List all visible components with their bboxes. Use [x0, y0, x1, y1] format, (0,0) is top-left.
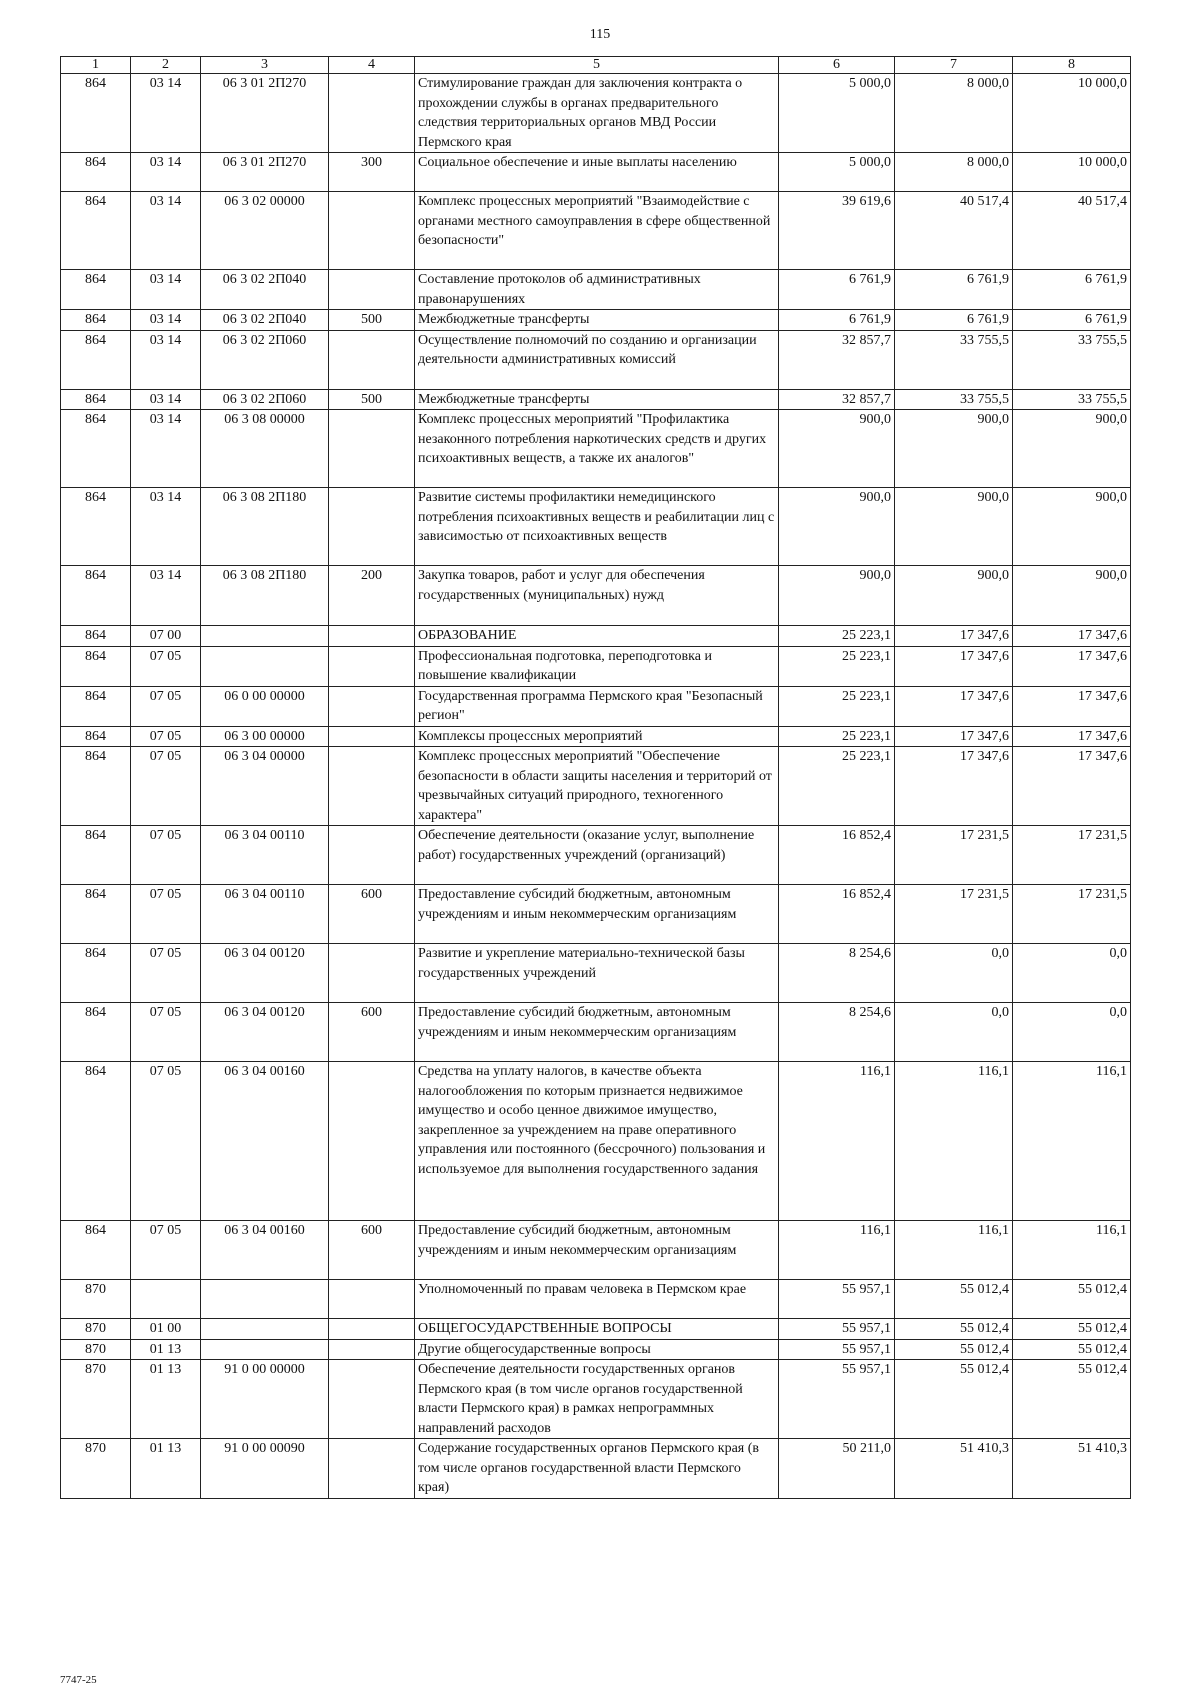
cell-amount-year1: 25 223,1	[779, 726, 895, 747]
cell-amount-year2: 55 012,4	[895, 1280, 1013, 1319]
cell-amount-year2: 55 012,4	[895, 1339, 1013, 1360]
cell-target-article	[201, 1319, 329, 1340]
cell-amount-year2: 6 761,9	[895, 310, 1013, 331]
cell-amount-year1: 55 957,1	[779, 1280, 895, 1319]
cell-expense-type	[329, 747, 415, 826]
cell-section-code: 07 05	[131, 826, 201, 885]
cell-ministry-code: 870	[61, 1280, 131, 1319]
column-number-row	[61, 57, 1131, 74]
cell-amount-year3: 51 410,3	[1013, 1439, 1131, 1499]
cell-amount-year3: 17 231,5	[1013, 885, 1131, 944]
cell-ministry-code: 864	[61, 686, 131, 726]
cell-ministry-code: 864	[61, 646, 131, 686]
table-row	[61, 1339, 1131, 1360]
cell-amount-year3: 55 012,4	[1013, 1280, 1131, 1319]
cell-description: Обеспечение деятельности (оказание услуг, выполнение работ) государственных учреждений (организаций)	[415, 826, 779, 885]
cell-amount-year3: 900,0	[1013, 488, 1131, 566]
cell-description: Развитие и укрепление материально-технической базы государственных учреждений	[415, 944, 779, 1003]
cell-ministry-code: 864	[61, 389, 131, 410]
cell-amount-year1: 55 957,1	[779, 1360, 895, 1439]
cell-amount-year1: 25 223,1	[779, 646, 895, 686]
table-row	[61, 153, 1131, 192]
cell-target-article: 06 3 04 00120	[201, 944, 329, 1003]
cell-ministry-code: 864	[61, 1003, 131, 1062]
cell-description: Межбюджетные трансферты	[415, 389, 779, 410]
cell-description: Комплекс процессных мероприятий "Обеспечение безопасности в области защиты населения и территорий от чрезвычайных ситуаций природного, техногенного характера"	[415, 747, 779, 826]
cell-amount-year2: 40 517,4	[895, 192, 1013, 270]
cell-section-code: 07 05	[131, 686, 201, 726]
cell-expense-type	[329, 1339, 415, 1360]
cell-amount-year1: 25 223,1	[779, 747, 895, 826]
table-row	[61, 885, 1131, 944]
cell-description: Комплекс процессных мероприятий "Взаимодействие с органами местного самоуправления в сфере общественной безопасности"	[415, 192, 779, 270]
table-row	[61, 192, 1131, 270]
cell-section-code: 07 00	[131, 626, 201, 647]
cell-amount-year1: 55 957,1	[779, 1339, 895, 1360]
cell-section-code: 07 05	[131, 726, 201, 747]
cell-expense-type: 200	[329, 566, 415, 626]
cell-expense-type	[329, 410, 415, 488]
cell-expense-type	[329, 74, 415, 153]
table-body	[61, 74, 1131, 1499]
cell-ministry-code: 864	[61, 270, 131, 310]
cell-amount-year2: 900,0	[895, 410, 1013, 488]
cell-amount-year1: 6 761,9	[779, 270, 895, 310]
cell-target-article: 06 3 02 2П040	[201, 310, 329, 331]
cell-section-code: 01 13	[131, 1360, 201, 1439]
cell-amount-year1: 116,1	[779, 1062, 895, 1221]
cell-target-article: 91 0 00 00000	[201, 1360, 329, 1439]
cell-section-code: 03 14	[131, 330, 201, 389]
cell-amount-year2: 116,1	[895, 1221, 1013, 1280]
cell-amount-year1: 900,0	[779, 488, 895, 566]
cell-target-article: 06 3 02 00000	[201, 192, 329, 270]
cell-amount-year2: 51 410,3	[895, 1439, 1013, 1499]
cell-amount-year1: 16 852,4	[779, 826, 895, 885]
cell-amount-year2: 55 012,4	[895, 1319, 1013, 1340]
cell-amount-year1: 5 000,0	[779, 153, 895, 192]
cell-amount-year1: 5 000,0	[779, 74, 895, 153]
cell-target-article: 06 3 04 00110	[201, 885, 329, 944]
cell-section-code: 07 05	[131, 1003, 201, 1062]
cell-description: Межбюджетные трансферты	[415, 310, 779, 331]
cell-section-code: 01 13	[131, 1339, 201, 1360]
cell-target-article: 06 3 04 00160	[201, 1062, 329, 1221]
cell-amount-year1: 900,0	[779, 410, 895, 488]
table-row	[61, 330, 1131, 389]
cell-section-code: 07 05	[131, 1221, 201, 1280]
cell-expense-type	[329, 726, 415, 747]
table-row	[61, 1280, 1131, 1319]
cell-ministry-code: 864	[61, 192, 131, 270]
cell-amount-year3: 17 231,5	[1013, 826, 1131, 885]
cell-description: Профессиональная подготовка, переподготовка и повышение квалификации	[415, 646, 779, 686]
column-number-header: 5	[415, 57, 779, 74]
cell-amount-year2: 900,0	[895, 488, 1013, 566]
cell-description: Содержание государственных органов Пермского края (в том числе органов государственной власти Пермского края)	[415, 1439, 779, 1499]
cell-target-article: 06 0 00 00000	[201, 686, 329, 726]
cell-amount-year3: 55 012,4	[1013, 1319, 1131, 1340]
cell-amount-year2: 17 347,6	[895, 626, 1013, 647]
cell-ministry-code: 864	[61, 726, 131, 747]
table-row	[61, 944, 1131, 1003]
cell-amount-year1: 32 857,7	[779, 330, 895, 389]
cell-target-article: 06 3 08 00000	[201, 410, 329, 488]
cell-amount-year1: 900,0	[779, 566, 895, 626]
column-number-header: 8	[1013, 57, 1131, 74]
cell-expense-type: 600	[329, 885, 415, 944]
table-row	[61, 726, 1131, 747]
cell-description: Комплексы процессных мероприятий	[415, 726, 779, 747]
cell-amount-year2: 55 012,4	[895, 1360, 1013, 1439]
cell-amount-year3: 33 755,5	[1013, 330, 1131, 389]
document-code: 7747-25	[60, 1674, 97, 1686]
cell-section-code: 03 14	[131, 270, 201, 310]
cell-target-article	[201, 626, 329, 647]
cell-amount-year2: 8 000,0	[895, 74, 1013, 153]
cell-amount-year3: 33 755,5	[1013, 389, 1131, 410]
table-row	[61, 1003, 1131, 1062]
table-row	[61, 1319, 1131, 1340]
cell-amount-year2: 6 761,9	[895, 270, 1013, 310]
cell-section-code: 07 05	[131, 1062, 201, 1221]
cell-ministry-code: 864	[61, 826, 131, 885]
table-row	[61, 626, 1131, 647]
cell-amount-year3: 6 761,9	[1013, 310, 1131, 331]
cell-section-code: 03 14	[131, 153, 201, 192]
cell-expense-type: 500	[329, 389, 415, 410]
cell-section-code: 03 14	[131, 410, 201, 488]
cell-ministry-code: 864	[61, 566, 131, 626]
cell-description: ОБРАЗОВАНИЕ	[415, 626, 779, 647]
cell-amount-year3: 6 761,9	[1013, 270, 1131, 310]
table-row	[61, 1221, 1131, 1280]
table-row	[61, 410, 1131, 488]
cell-ministry-code: 870	[61, 1319, 131, 1340]
cell-amount-year3: 900,0	[1013, 566, 1131, 626]
cell-target-article: 06 3 04 00160	[201, 1221, 329, 1280]
cell-amount-year1: 25 223,1	[779, 626, 895, 647]
cell-ministry-code: 864	[61, 488, 131, 566]
table-row	[61, 389, 1131, 410]
cell-target-article: 06 3 01 2П270	[201, 74, 329, 153]
cell-amount-year2: 17 347,6	[895, 726, 1013, 747]
cell-expense-type: 500	[329, 310, 415, 331]
cell-target-article	[201, 1339, 329, 1360]
cell-description: Закупка товаров, работ и услуг для обеспечения государственных (муниципальных) нужд	[415, 566, 779, 626]
cell-description: Уполномоченный по правам человека в Пермском крае	[415, 1280, 779, 1319]
cell-expense-type	[329, 646, 415, 686]
cell-amount-year2: 33 755,5	[895, 389, 1013, 410]
cell-section-code: 03 14	[131, 389, 201, 410]
cell-target-article: 91 0 00 00090	[201, 1439, 329, 1499]
cell-ministry-code: 864	[61, 74, 131, 153]
page-number: 115	[589, 27, 611, 42]
column-number-header: 6	[779, 57, 895, 74]
cell-ministry-code: 864	[61, 153, 131, 192]
cell-target-article: 06 3 02 2П040	[201, 270, 329, 310]
cell-amount-year3: 17 347,6	[1013, 646, 1131, 686]
cell-section-code: 07 05	[131, 885, 201, 944]
column-number-header: 7	[895, 57, 1013, 74]
cell-target-article: 06 3 08 2П180	[201, 488, 329, 566]
column-number-header: 3	[201, 57, 329, 74]
cell-description: Стимулирование граждан для заключения контракта о прохождении службы в органах предварительного следствия территориальных органов МВД России Пермского края	[415, 74, 779, 153]
cell-expense-type	[329, 686, 415, 726]
cell-description: Государственная программа Пермского края "Безопасный регион"	[415, 686, 779, 726]
cell-expense-type: 600	[329, 1221, 415, 1280]
cell-amount-year2: 17 231,5	[895, 885, 1013, 944]
cell-section-code: 03 14	[131, 566, 201, 626]
cell-description: Развитие системы профилактики немедицинского потребления психоактивных веществ и реабилитации лиц с зависимостью от психоактивных веществ	[415, 488, 779, 566]
cell-ministry-code: 864	[61, 944, 131, 1003]
cell-ministry-code: 870	[61, 1339, 131, 1360]
cell-amount-year1: 8 254,6	[779, 944, 895, 1003]
cell-section-code: 01 00	[131, 1319, 201, 1340]
cell-description: ОБЩЕГОСУДАРСТВЕННЫЕ ВОПРОСЫ	[415, 1319, 779, 1340]
table-row	[61, 488, 1131, 566]
cell-target-article: 06 3 01 2П270	[201, 153, 329, 192]
cell-expense-type	[329, 944, 415, 1003]
cell-ministry-code: 870	[61, 1439, 131, 1499]
cell-amount-year1: 39 619,6	[779, 192, 895, 270]
cell-amount-year3: 0,0	[1013, 1003, 1131, 1062]
table-row	[61, 646, 1131, 686]
cell-amount-year3: 17 347,6	[1013, 626, 1131, 647]
table-row	[61, 686, 1131, 726]
cell-description: Предоставление субсидий бюджетным, автономным учреждениям и иным некоммерческим организациям	[415, 1221, 779, 1280]
cell-description: Обеспечение деятельности государственных органов Пермского края (в том числе органов государственной власти Пермского края) в рамках непрограммных направлений расходов	[415, 1360, 779, 1439]
table-row	[61, 74, 1131, 153]
cell-section-code: 07 05	[131, 944, 201, 1003]
cell-ministry-code: 864	[61, 747, 131, 826]
cell-target-article: 06 3 08 2П180	[201, 566, 329, 626]
cell-ministry-code: 864	[61, 1221, 131, 1280]
cell-section-code	[131, 1280, 201, 1319]
cell-expense-type	[329, 270, 415, 310]
cell-target-article: 06 3 00 00000	[201, 726, 329, 747]
cell-section-code: 07 05	[131, 646, 201, 686]
table-row	[61, 747, 1131, 826]
cell-target-article: 06 3 04 00120	[201, 1003, 329, 1062]
cell-amount-year2: 17 347,6	[895, 646, 1013, 686]
cell-ministry-code: 864	[61, 330, 131, 389]
cell-target-article	[201, 1280, 329, 1319]
cell-section-code: 03 14	[131, 310, 201, 331]
column-number-header: 4	[329, 57, 415, 74]
cell-amount-year3: 0,0	[1013, 944, 1131, 1003]
cell-expense-type	[329, 1280, 415, 1319]
cell-amount-year1: 32 857,7	[779, 389, 895, 410]
cell-ministry-code: 864	[61, 310, 131, 331]
cell-amount-year3: 10 000,0	[1013, 74, 1131, 153]
cell-description: Другие общегосударственные вопросы	[415, 1339, 779, 1360]
cell-ministry-code: 864	[61, 885, 131, 944]
table-row	[61, 1439, 1131, 1499]
cell-amount-year1: 50 211,0	[779, 1439, 895, 1499]
cell-amount-year1: 25 223,1	[779, 686, 895, 726]
cell-section-code: 07 05	[131, 747, 201, 826]
table-row	[61, 270, 1131, 310]
cell-amount-year2: 116,1	[895, 1062, 1013, 1221]
cell-amount-year1: 55 957,1	[779, 1319, 895, 1340]
cell-expense-type	[329, 1062, 415, 1221]
cell-amount-year1: 116,1	[779, 1221, 895, 1280]
table-row	[61, 566, 1131, 626]
cell-description: Осуществление полномочий по созданию и организации деятельности административных комиссий	[415, 330, 779, 389]
cell-expense-type	[329, 330, 415, 389]
cell-amount-year3: 10 000,0	[1013, 153, 1131, 192]
cell-target-article: 06 3 04 00110	[201, 826, 329, 885]
cell-amount-year1: 8 254,6	[779, 1003, 895, 1062]
table-row	[61, 826, 1131, 885]
cell-description: Средства на уплату налогов, в качестве объекта налогообложения по которым признается недвижимое имущество и особо ценное движимое имущество, закрепленное за учреждением на праве оперативного управления или постоянного (бессрочного) пользования и используемое для выполнения государственного задания	[415, 1062, 779, 1221]
cell-amount-year3: 55 012,4	[1013, 1360, 1131, 1439]
cell-amount-year3: 17 347,6	[1013, 747, 1131, 826]
table-row	[61, 310, 1131, 331]
cell-expense-type: 300	[329, 153, 415, 192]
cell-description: Предоставление субсидий бюджетным, автономным учреждениям и иным некоммерческим организациям	[415, 1003, 779, 1062]
cell-amount-year3: 55 012,4	[1013, 1339, 1131, 1360]
cell-amount-year2: 17 347,6	[895, 686, 1013, 726]
cell-amount-year2: 900,0	[895, 566, 1013, 626]
cell-amount-year2: 17 231,5	[895, 826, 1013, 885]
cell-expense-type	[329, 192, 415, 270]
cell-amount-year2: 8 000,0	[895, 153, 1013, 192]
cell-target-article: 06 3 02 2П060	[201, 389, 329, 410]
cell-expense-type	[329, 826, 415, 885]
cell-amount-year2: 0,0	[895, 944, 1013, 1003]
cell-amount-year3: 900,0	[1013, 410, 1131, 488]
budget-table	[60, 56, 1131, 1499]
cell-expense-type	[329, 1439, 415, 1499]
cell-amount-year1: 6 761,9	[779, 310, 895, 331]
cell-section-code: 03 14	[131, 488, 201, 566]
cell-expense-type	[329, 488, 415, 566]
cell-section-code: 03 14	[131, 192, 201, 270]
cell-amount-year1: 16 852,4	[779, 885, 895, 944]
cell-description: Предоставление субсидий бюджетным, автономным учреждениям и иным некоммерческим организациям	[415, 885, 779, 944]
cell-expense-type	[329, 626, 415, 647]
cell-expense-type: 600	[329, 1003, 415, 1062]
table-row	[61, 1360, 1131, 1439]
table-row	[61, 1062, 1131, 1221]
cell-target-article	[201, 646, 329, 686]
cell-amount-year2: 17 347,6	[895, 747, 1013, 826]
cell-expense-type	[329, 1319, 415, 1340]
cell-ministry-code: 864	[61, 410, 131, 488]
column-number-header: 2	[131, 57, 201, 74]
cell-description: Социальное обеспечение и иные выплаты населению	[415, 153, 779, 192]
cell-ministry-code: 870	[61, 1360, 131, 1439]
cell-ministry-code: 864	[61, 626, 131, 647]
column-number-header: 1	[61, 57, 131, 74]
cell-amount-year3: 40 517,4	[1013, 192, 1131, 270]
cell-amount-year3: 17 347,6	[1013, 726, 1131, 747]
cell-amount-year3: 116,1	[1013, 1062, 1131, 1221]
cell-amount-year3: 17 347,6	[1013, 686, 1131, 726]
cell-description: Комплекс процессных мероприятий "Профилактика незаконного потребления наркотических средств и других психоактивных веществ, а также их аналогов"	[415, 410, 779, 488]
cell-ministry-code: 864	[61, 1062, 131, 1221]
cell-description: Составление протоколов об административных правонарушениях	[415, 270, 779, 310]
cell-section-code: 01 13	[131, 1439, 201, 1499]
cell-target-article: 06 3 02 2П060	[201, 330, 329, 389]
cell-section-code: 03 14	[131, 74, 201, 153]
cell-expense-type	[329, 1360, 415, 1439]
cell-amount-year2: 33 755,5	[895, 330, 1013, 389]
cell-amount-year2: 0,0	[895, 1003, 1013, 1062]
cell-target-article: 06 3 04 00000	[201, 747, 329, 826]
cell-amount-year3: 116,1	[1013, 1221, 1131, 1280]
